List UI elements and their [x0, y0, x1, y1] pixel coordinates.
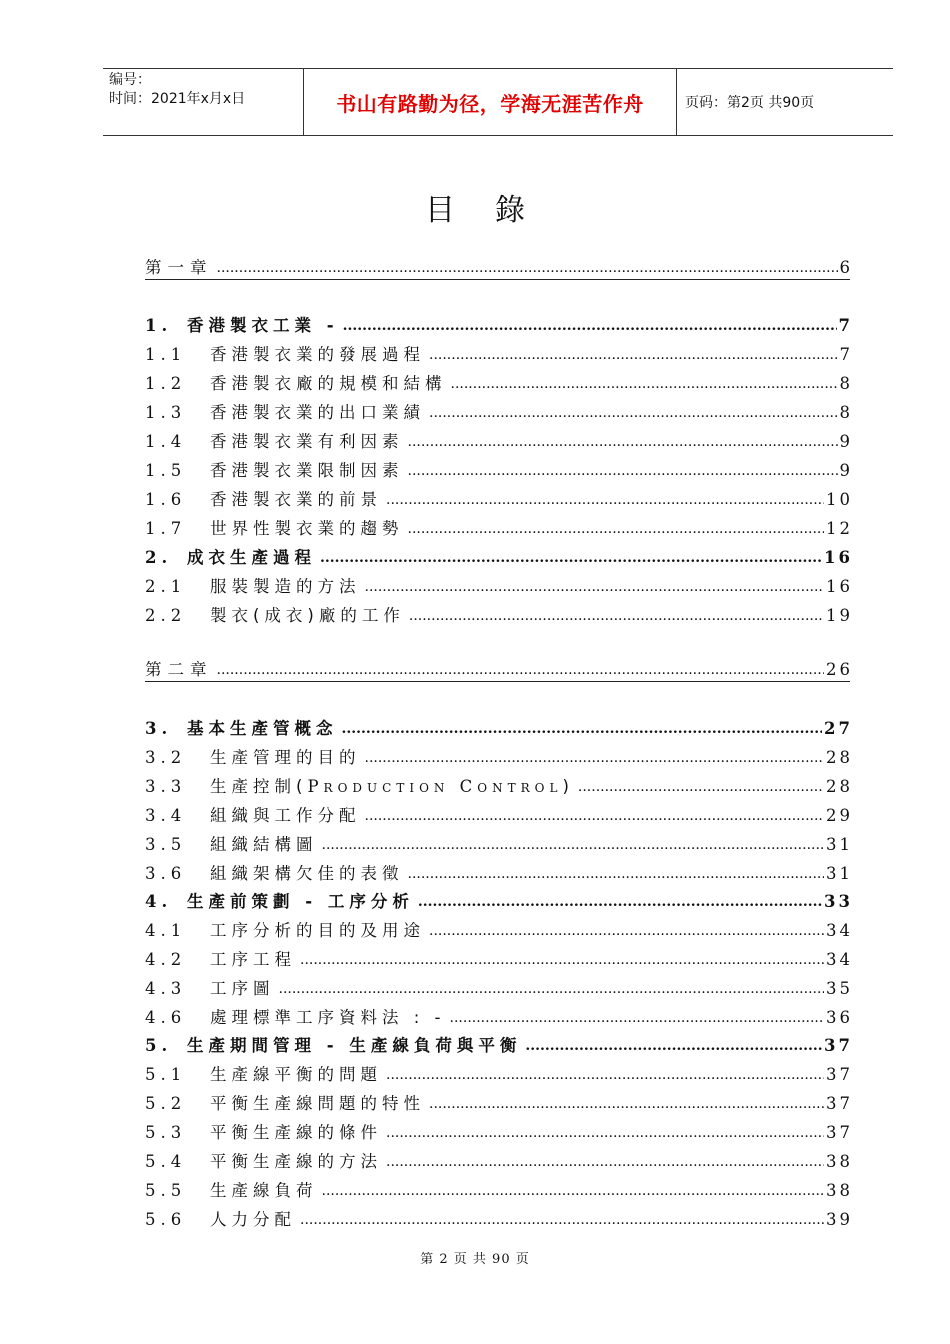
toc-number: 4.6: [145, 1008, 187, 1027]
toc-entry[interactable]: [145, 860, 853, 884]
toc-title: 工序工程: [210, 950, 296, 969]
toc-page-number: 37: [826, 1065, 853, 1084]
toc-number: 5.3: [145, 1123, 187, 1142]
toc-title: 平衡生產線問題的特性: [210, 1094, 425, 1113]
toc-page-number: 38: [826, 1181, 853, 1200]
toc-number: 5.5: [145, 1181, 187, 1200]
toc-dot-leader: [409, 606, 824, 626]
toc-title: 生產期間管理 - 生產線負荷與平衡: [187, 1036, 522, 1055]
page-label: 页码：第2页 共90页: [685, 95, 815, 111]
toc-entry[interactable]: [145, 715, 853, 739]
toc-number: 3.6: [145, 864, 187, 883]
toc-dot-leader: [322, 835, 825, 855]
page-footer: 第 2 页 共 90 页: [420, 1252, 530, 1267]
page-title: 目錄: [425, 193, 565, 228]
toc-title: 生產前策劃 - 工序分析: [187, 892, 414, 911]
toc-number: 1.1: [145, 345, 187, 364]
toc-title: 香港製衣業的發展過程: [210, 345, 425, 364]
toc-page-number: 34: [826, 950, 853, 969]
toc-title: 處理標準工序資料法 : -: [210, 1008, 446, 1027]
toc-dot-leader: [300, 950, 824, 970]
toc-title: 成衣生產過程: [187, 548, 316, 567]
toc-dot-leader: [451, 374, 838, 394]
toc-title: 平衡生產線的條件: [210, 1123, 382, 1142]
toc-dot-leader: [342, 719, 823, 739]
toc-page-number: 29: [826, 806, 853, 825]
toc-dot-leader: [300, 1210, 824, 1230]
toc-dot-leader: [365, 806, 825, 826]
toc-page-number: 19: [826, 606, 853, 625]
toc-title: 生產線負荷: [210, 1181, 318, 1200]
toc-title: 組織架構欠佳的表徵: [210, 864, 404, 883]
toc-number: 5.4: [145, 1152, 187, 1171]
toc-title: 香港製衣業有利因素: [210, 432, 404, 451]
toc-title-end: ): [562, 777, 574, 796]
toc-page-number: 12: [826, 519, 853, 538]
header-meta: [103, 69, 304, 135]
toc-dot-leader: [386, 1123, 824, 1143]
toc-number: 3.2: [145, 748, 187, 767]
toc-title: 人力分配: [210, 1210, 296, 1229]
toc-entry[interactable]: [145, 917, 853, 941]
toc-title: 工序分析的目的及用途: [210, 921, 425, 940]
toc-entry[interactable]: [145, 457, 853, 481]
toc-page-number: 26: [826, 660, 853, 679]
toc-number: 2.1: [145, 577, 187, 596]
toc-chapter[interactable]: [145, 254, 853, 280]
toc-entry[interactable]: [145, 544, 853, 568]
toc-page-number: 28: [826, 777, 853, 796]
toc-entry[interactable]: [145, 1090, 853, 1114]
toc-dot-leader: [429, 921, 824, 941]
toc-dot-leader: [418, 892, 822, 912]
toc-entry[interactable]: [145, 773, 853, 797]
toc-title: 生產管理的目的: [210, 748, 361, 767]
toc-dot-leader: [408, 519, 825, 539]
toc-page-number: 9: [839, 461, 853, 480]
toc-page-number: 8: [839, 403, 853, 422]
toc-entry[interactable]: [145, 312, 853, 336]
toc-dot-leader: [365, 577, 825, 597]
toc-entry[interactable]: [145, 486, 853, 510]
motto: 书山有路勤为径，学海无涯苦作舟: [304, 69, 677, 135]
toc-number: 3.3: [145, 777, 187, 796]
toc-number: 1.3: [145, 403, 187, 422]
toc-page-number: 16: [826, 577, 853, 596]
toc-page-number: 9: [839, 432, 853, 451]
toc-number: 2.2: [145, 606, 187, 625]
toc-page-number: 16: [824, 548, 853, 567]
toc-page-number: 27: [824, 719, 853, 738]
toc-title: 世界性製衣業的趨勢: [210, 519, 404, 538]
toc-number: 4.2: [145, 950, 187, 969]
toc-dot-leader: [343, 316, 837, 336]
toc-number: 1.: [145, 316, 173, 335]
toc-number: 4.: [145, 892, 173, 911]
toc-title-extra: Production Control: [307, 777, 563, 796]
toc-chapter[interactable]: [145, 656, 853, 682]
toc-page-number: 37: [826, 1123, 853, 1142]
toc-title: 生產線平衡的問題: [210, 1065, 382, 1084]
toc-page-number: 10: [826, 490, 853, 509]
toc-dot-leader: [525, 1036, 822, 1056]
toc-page-number: 38: [826, 1152, 853, 1171]
toc-dot-leader: [408, 432, 838, 452]
toc-title: 香港製衣業的前景: [210, 490, 382, 509]
toc-dot-leader: [450, 1008, 824, 1028]
toc-dot-leader: [429, 1094, 824, 1114]
toc-number: 1.4: [145, 432, 187, 451]
number-label: 编号：: [109, 72, 151, 88]
toc-entry[interactable]: [145, 399, 853, 423]
toc-entry[interactable]: [145, 515, 853, 539]
toc-number: 3.4: [145, 806, 187, 825]
toc-page-number: 34: [826, 921, 853, 940]
toc-title: 平衡生產線的方法: [210, 1152, 382, 1171]
toc-entry[interactable]: [145, 802, 853, 826]
toc-number: 5.1: [145, 1065, 187, 1084]
toc-number: 1.5: [145, 461, 187, 480]
toc-page-number: 39: [826, 1210, 853, 1229]
toc-number: 5.2: [145, 1094, 187, 1113]
toc-number: 5.: [145, 1036, 173, 1055]
toc-page-number: 36: [826, 1008, 853, 1027]
toc-title: 製衣(成衣)廠的工作: [210, 606, 405, 625]
toc-page-number: 8: [839, 374, 853, 393]
toc-title: 香港製衣廠的規模和結構: [210, 374, 447, 393]
toc-dot-leader: [386, 1152, 824, 1172]
toc-page-number: 7: [838, 316, 853, 335]
toc-title: 生產控制(: [210, 777, 308, 796]
toc-entry[interactable]: [145, 888, 853, 912]
toc-dot-leader: [429, 345, 838, 365]
toc-title: 香港製衣業限制因素: [210, 461, 404, 480]
toc-entry[interactable]: [145, 1061, 853, 1085]
toc-entry[interactable]: [145, 370, 853, 394]
toc-entry[interactable]: [145, 831, 853, 855]
toc-number: 1.2: [145, 374, 187, 393]
toc-dot-leader: [408, 864, 825, 884]
toc-number: 2.: [145, 548, 173, 567]
toc-number: 1.7: [145, 519, 187, 538]
toc-dot-leader: [279, 979, 825, 999]
toc-page-number: 31: [826, 864, 853, 883]
toc-number: 3.5: [145, 835, 187, 854]
toc-title: 第二章: [145, 660, 213, 679]
toc-dot-leader: [217, 660, 825, 680]
toc-title: 組織結構圖: [210, 835, 318, 854]
toc-page-number: 6: [839, 258, 853, 277]
toc-number: 5.6: [145, 1210, 187, 1229]
toc-title: 第一章: [145, 258, 213, 277]
toc-entry[interactable]: [145, 428, 853, 452]
page-header: [103, 68, 893, 136]
toc-page-number: 28: [826, 748, 853, 767]
toc-number: 4.1: [145, 921, 187, 940]
toc-dot-leader: [320, 548, 822, 568]
toc-entry[interactable]: [145, 1004, 853, 1028]
toc-entry[interactable]: [145, 975, 853, 999]
toc-page-number: 7: [839, 345, 853, 364]
toc-entry[interactable]: [145, 1148, 853, 1172]
toc-number: 1.6: [145, 490, 187, 509]
toc-dot-leader: [386, 490, 824, 510]
toc-page-number: 35: [826, 979, 853, 998]
toc-title: 香港製衣工業 -: [187, 316, 339, 335]
toc-entry[interactable]: [145, 573, 853, 597]
toc-dot-leader: [322, 1181, 825, 1201]
toc-dot-leader: [429, 403, 838, 423]
toc-page-number: 37: [826, 1094, 853, 1113]
toc-entry[interactable]: [145, 1206, 853, 1230]
toc-entry[interactable]: [145, 744, 853, 768]
toc-number: 3.: [145, 719, 173, 738]
toc-page-number: 37: [824, 1036, 853, 1055]
toc-entry[interactable]: [145, 1119, 853, 1143]
time-label: 时间：2021年x月x日: [109, 91, 246, 107]
toc-title: 服裝製造的方法: [210, 577, 361, 596]
toc-title: 基本生產管概念: [187, 719, 338, 738]
toc-dot-leader: [386, 1065, 824, 1085]
toc-entry[interactable]: [145, 341, 853, 365]
toc-entry[interactable]: [145, 602, 853, 626]
toc-dot-leader: [365, 748, 825, 768]
toc-entry[interactable]: [145, 946, 853, 970]
toc-dot-leader: [217, 258, 838, 278]
toc-number: 4.3: [145, 979, 187, 998]
toc-title: 組織與工作分配: [210, 806, 361, 825]
toc-dot-leader: [408, 461, 838, 481]
toc-dot-leader: [578, 777, 824, 797]
toc-entry[interactable]: [145, 1032, 853, 1056]
toc-page-number: 33: [824, 892, 853, 911]
toc-page-number: 31: [826, 835, 853, 854]
toc-title: 工序圖: [210, 979, 275, 998]
toc-entry[interactable]: [145, 1177, 853, 1201]
toc-title: 香港製衣業的出口業績: [210, 403, 425, 422]
